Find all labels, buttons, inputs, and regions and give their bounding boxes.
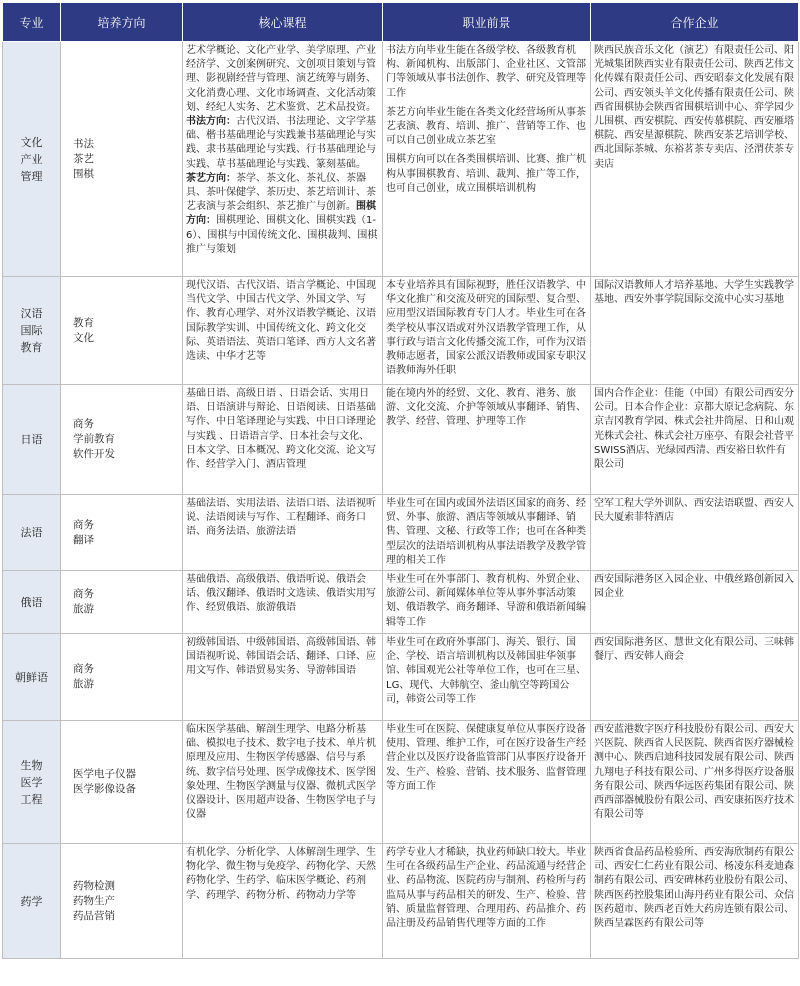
direction-item: 茶艺 (73, 152, 94, 165)
direction-item: 教育 (73, 316, 94, 329)
direction-item: 药物生产 (73, 894, 115, 907)
direction-item: 商务 (73, 663, 94, 676)
table-row (3, 42, 799, 277)
prospects-cell: 能在境内外的经贸、文化、教育、港务、旅游、文化交流、介护等领域从事翻译、销售、教学、经营、管理、护理等工作 (383, 385, 591, 495)
direction-item: 药物检测 (73, 879, 115, 892)
partners-cell: 西安国际港务区、慧世文化有限公司、三味韩餐厅、西安韩人商会 (591, 634, 799, 721)
header-prospects: 职业前景 (383, 3, 591, 42)
partners-cell: 国内合作企业：佳能（中国）有限公司西安分公司。日本合作企业：京都大原记念病院、东京吉冈教育学园、株式会社井筒屋、日和山观光株式会社、株式会社万座亭、有限会社菅平SWISS酒店、光绿园西清、西安裕日软件有限公司 (591, 385, 799, 495)
partners-cell: 空军工程大学外训队、西安法语联盟、西安人民大厦索菲特酒店 (591, 495, 799, 571)
prospects-cell: 毕业生可在外事部门、教育机构、外贸企业、旅游公司、新闻媒体单位等从事外事活动策划、俄语教学、商务翻译、导游和俄语新闻编辑等工作 (383, 571, 591, 634)
prospects-cell: 毕业生可在医院、保健康复单位从事医疗设备使用、管理、维护工作，可在医疗设备生产经营企业以及医疗设备监管部门从事医疗设备开发、生产、检验、营销、技术服务、监督管理等方面工作 (383, 721, 591, 844)
prospects-cell: 毕业生可在政府外事部门、海关、银行、国企、学校、语言培训机构以及韩国驻华领事馆、韩国观光公社等单位工作，也可在三星、LG、现代、大韩航空、釜山航空等跨国公司，韩资公司等工作 (383, 634, 591, 721)
major-name: 文化 (20, 135, 43, 149)
direction-cell (61, 721, 183, 844)
direction-cell (61, 277, 183, 385)
major-name: 管理 (20, 169, 43, 183)
header-row (3, 3, 799, 42)
courses-cell: 现代汉语、古代汉语、语言学概论、中国现当代文学、中国古代文学、外国文学、写作、教育心理学、对外汉语教学概论、汉语国际教学实训、中国传统文化、跨文化交际、英语语法、英语口笔译、西方人文名著选读、中华才艺等 (183, 277, 383, 385)
direction-item: 文化 (73, 331, 94, 344)
major-name: 国际 (20, 324, 43, 337)
courses-text: 古代汉语、书法理论、文字学基础、楷书基础理论与实践兼书基础理论与实践、隶书基础理论与实践、行书基础理论与实践、草书基础理论与实践、篆刻基础。 (186, 116, 376, 170)
major-cell (3, 385, 61, 495)
major-name: 汉语 (20, 307, 43, 320)
major-cell (3, 571, 61, 634)
direction-item: 医学影像设备 (73, 783, 136, 796)
partners-cell: 陕西省食品药品检验所、西安海欣制药有限公司、西安仁仁药业有限公司、杨凌东科麦迪森制药有限公司、西安碑林药业股份有限公司、陕西医药控股集团山海丹药业有限公司、众信医药超市、陕西老百姓大药房连锁有限公司、陕西呈霖医药有限公司等 (591, 844, 799, 959)
direction-cell (61, 42, 183, 277)
direction-item: 商务 (73, 518, 94, 531)
courses-text: 茶学、茶文化、茶礼仪、茶器具、茶叶保健学、茶历史、茶艺培训计、茶艺表演与茶会组织、茶艺推广与创新。 (186, 172, 376, 213)
direction-item: 翻译 (73, 533, 94, 546)
major-name: 日语 (20, 433, 43, 446)
courses-cell: 基础俄语、高级俄语、俄语听说、俄语会话、俄汉翻译、俄语时文选读、俄语实用写作、经贸俄语、旅游俄语 (183, 571, 383, 634)
courses-cell: 基础日语、高级日语 、日语会话、实用日语、日语演讲与辩论、日语阅读、日语基础写作、中日笔译理论与实践、中日口译理论与实践 、日语语言学、日本社会与文化、日本文学、日本概况、跨文化交流、论文写作、经营学入门、酒店管理 (183, 385, 383, 495)
prospects-cell (383, 42, 591, 277)
major-name: 工程 (20, 792, 43, 806)
courses-text: 围棋理论、围棋文化、围棋实践（1-6）、围棋与中国传统文化、围棋裁判、围棋推广与策划 (186, 215, 378, 255)
partners-cell: 陕西民族音乐文化（演艺）有限责任公司、阳光城集团陕西实业有限责任公司、陕西艺伟文化传媒有限责任公司、西安昭泰文化发展有限公司、西安领头羊文化传播有限责任公司、陕西省围棋协会陕西省围棋培训中心、弈学园少儿围棋、西安棋院、西安传慕棋院、西安雁塔棋院、西安星源棋院、陕西安茶艺培训学校、西北国际茶城、东裕茗茶专卖店、泾渭茯茶专卖店 (591, 42, 799, 277)
prospects-cell: 药学专业人才稀缺，执业药师缺口较大。毕业生可在各级药品生产企业、药品流通与经营企业、药品物流、医院药房与制剂、药检所与药监局从事与药品相关的研发、生产、检验、营销、质量监督管理、合理用药、药品推介、药品注册及药品销售代理等方面的工作 (383, 844, 591, 959)
header-direction: 培养方向 (61, 3, 183, 42)
direction-item: 医学电子仪器 (73, 768, 136, 781)
direction-item: 药品营销 (73, 909, 115, 922)
courses-cell: 基础法语、实用法语、法语口语、法语视听说、法语阅读与写作、工程翻译、商务口语、商务法语、旅游法语 (183, 495, 383, 571)
courses-intro: 艺术学概论、文化产业学、美学原理、产业经济学、文创案例研究、文创项目策划与管理、影视剧经营与管理、演艺统筹与剧务、文化消费心理、文化市场调查、文化活动策划、经纪人实务、艺术鉴赏、艺术品投资。 (186, 45, 376, 113)
direction-cell (61, 571, 183, 634)
direction-cell (61, 844, 183, 959)
direction-item: 旅游 (73, 603, 94, 616)
program-table (2, 2, 799, 959)
direction-cell (61, 495, 183, 571)
header-courses: 核心课程 (183, 3, 383, 42)
partners-cell: 西安国际港务区入园企业、中俄丝路创新园入园企业 (591, 571, 799, 634)
major-name: 医学 (20, 775, 43, 789)
major-name: 法语 (20, 526, 43, 539)
major-cell (3, 844, 61, 959)
prospects-text: 围棋方向可以在各类围棋培训、比赛、推广机构从事围棋教育、培训、裁判、推广等工作，也可自己创业，成立围棋培训机构 (386, 154, 586, 194)
courses-label: 书法方向： (186, 116, 236, 128)
major-name: 生物 (20, 758, 43, 772)
table-row (3, 495, 799, 571)
table-row (3, 277, 799, 385)
courses-label: 围棋方向： (186, 201, 376, 227)
prospects-text: 茶艺方向毕业生能在各类文化经营场所从事茶艺表演、教育、培训、推广、营销等工作、也可以自己创业成立茶艺室 (386, 106, 586, 147)
table-row (3, 634, 799, 721)
direction-item: 围棋 (73, 167, 94, 180)
direction-cell (61, 634, 183, 721)
major-name: 药学 (20, 894, 43, 908)
major-name: 朝鲜语 (15, 670, 48, 684)
major-cell (3, 495, 61, 571)
direction-item: 商务 (73, 418, 94, 430)
header-major: 专业 (3, 3, 61, 42)
prospects-text: 书法方向毕业生能在各级学校、各级教育机构、新闻机构、出版部门、企业社区、文管部门等领域从事书法创作、教学、研究及管理等工作 (386, 45, 586, 99)
major-name: 产业 (20, 152, 43, 166)
major-name: 教育 (20, 341, 43, 354)
direction-cell (61, 385, 183, 495)
direction-item: 学前教育 (73, 433, 115, 445)
table-row (3, 721, 799, 844)
partners-cell: 国际汉语教师人才培养基地、大学生实践教学基地、西安外事学院国际交流中心实习基地 (591, 277, 799, 385)
direction-item: 书法 (73, 137, 94, 150)
major-cell (3, 634, 61, 721)
major-cell (3, 42, 61, 277)
courses-cell: 有机化学、分析化学、人体解剖生理学、生物化学、微生物与免疫学、药物化学、天然药物化学、生药学、临床医学概论、药剂学、药理学、药物分析、药物动力学等 (183, 844, 383, 959)
direction-item: 软件开发 (73, 448, 115, 460)
partners-cell: 西安蓝港数字医疗科技股份有限公司、西安大兴医院、陕西省人民医院、陕西省医疗器械检测中心、陕西启迪科技园发展有限公司、陕西九翔电子科技有限公司、广州多得医疗设备服务有限公司、陕西华远医药集团有限公司、陕西西部器械股份有限公司、西安康拓医疗技术有限公司等 (591, 721, 799, 844)
prospects-cell: 毕业生可在国内或国外法语区国家的商务、经贸、外事、旅游、酒店等领域从事翻译、销售、管理、文秘、行政等工作；也可在各种类型层次的法语培训机构从事法语教学及教学管理的相关工作 (383, 495, 591, 571)
table-row (3, 844, 799, 959)
courses-cell: 临床医学基础、解剖生理学、电路分析基础、模拟电子技术、数字电子技术、单片机原理及应用、生物医学传感器、信号与系统、数字信号处理、医学成像技术、医学图象处理、生物医学测量与仪器、微机式医学仪器设计、医用超声设备、生物医学电子与仪器 (183, 721, 383, 844)
direction-item: 旅游 (73, 678, 94, 691)
major-cell (3, 721, 61, 844)
courses-cell: 初级韩国语、中级韩国语、高级韩国语、韩国语视听说、韩国语会话、翻译、口译、应用文写作、韩语贸易实务、导游韩国语 (183, 634, 383, 721)
direction-item: 商务 (73, 588, 94, 601)
table-row (3, 571, 799, 634)
header-partners: 合作企业 (591, 3, 799, 42)
major-name: 俄语 (20, 595, 43, 609)
courses-cell (183, 42, 383, 277)
table-row (3, 385, 799, 495)
major-cell (3, 277, 61, 385)
courses-label: 茶艺方向： (186, 172, 236, 184)
prospects-cell: 本专业培养具有国际视野，胜任汉语教学、中华文化推广和交流及研究的国际型、复合型、应用型汉语国际教育专门人才。毕业生可在各类学校从事汉语或对外汉语教学管理工作，从事行政与语言文化传播交流工作，可作为汉语教师志愿者，国家公派汉语教师或国家专职汉语教师海外任职 (383, 277, 591, 385)
